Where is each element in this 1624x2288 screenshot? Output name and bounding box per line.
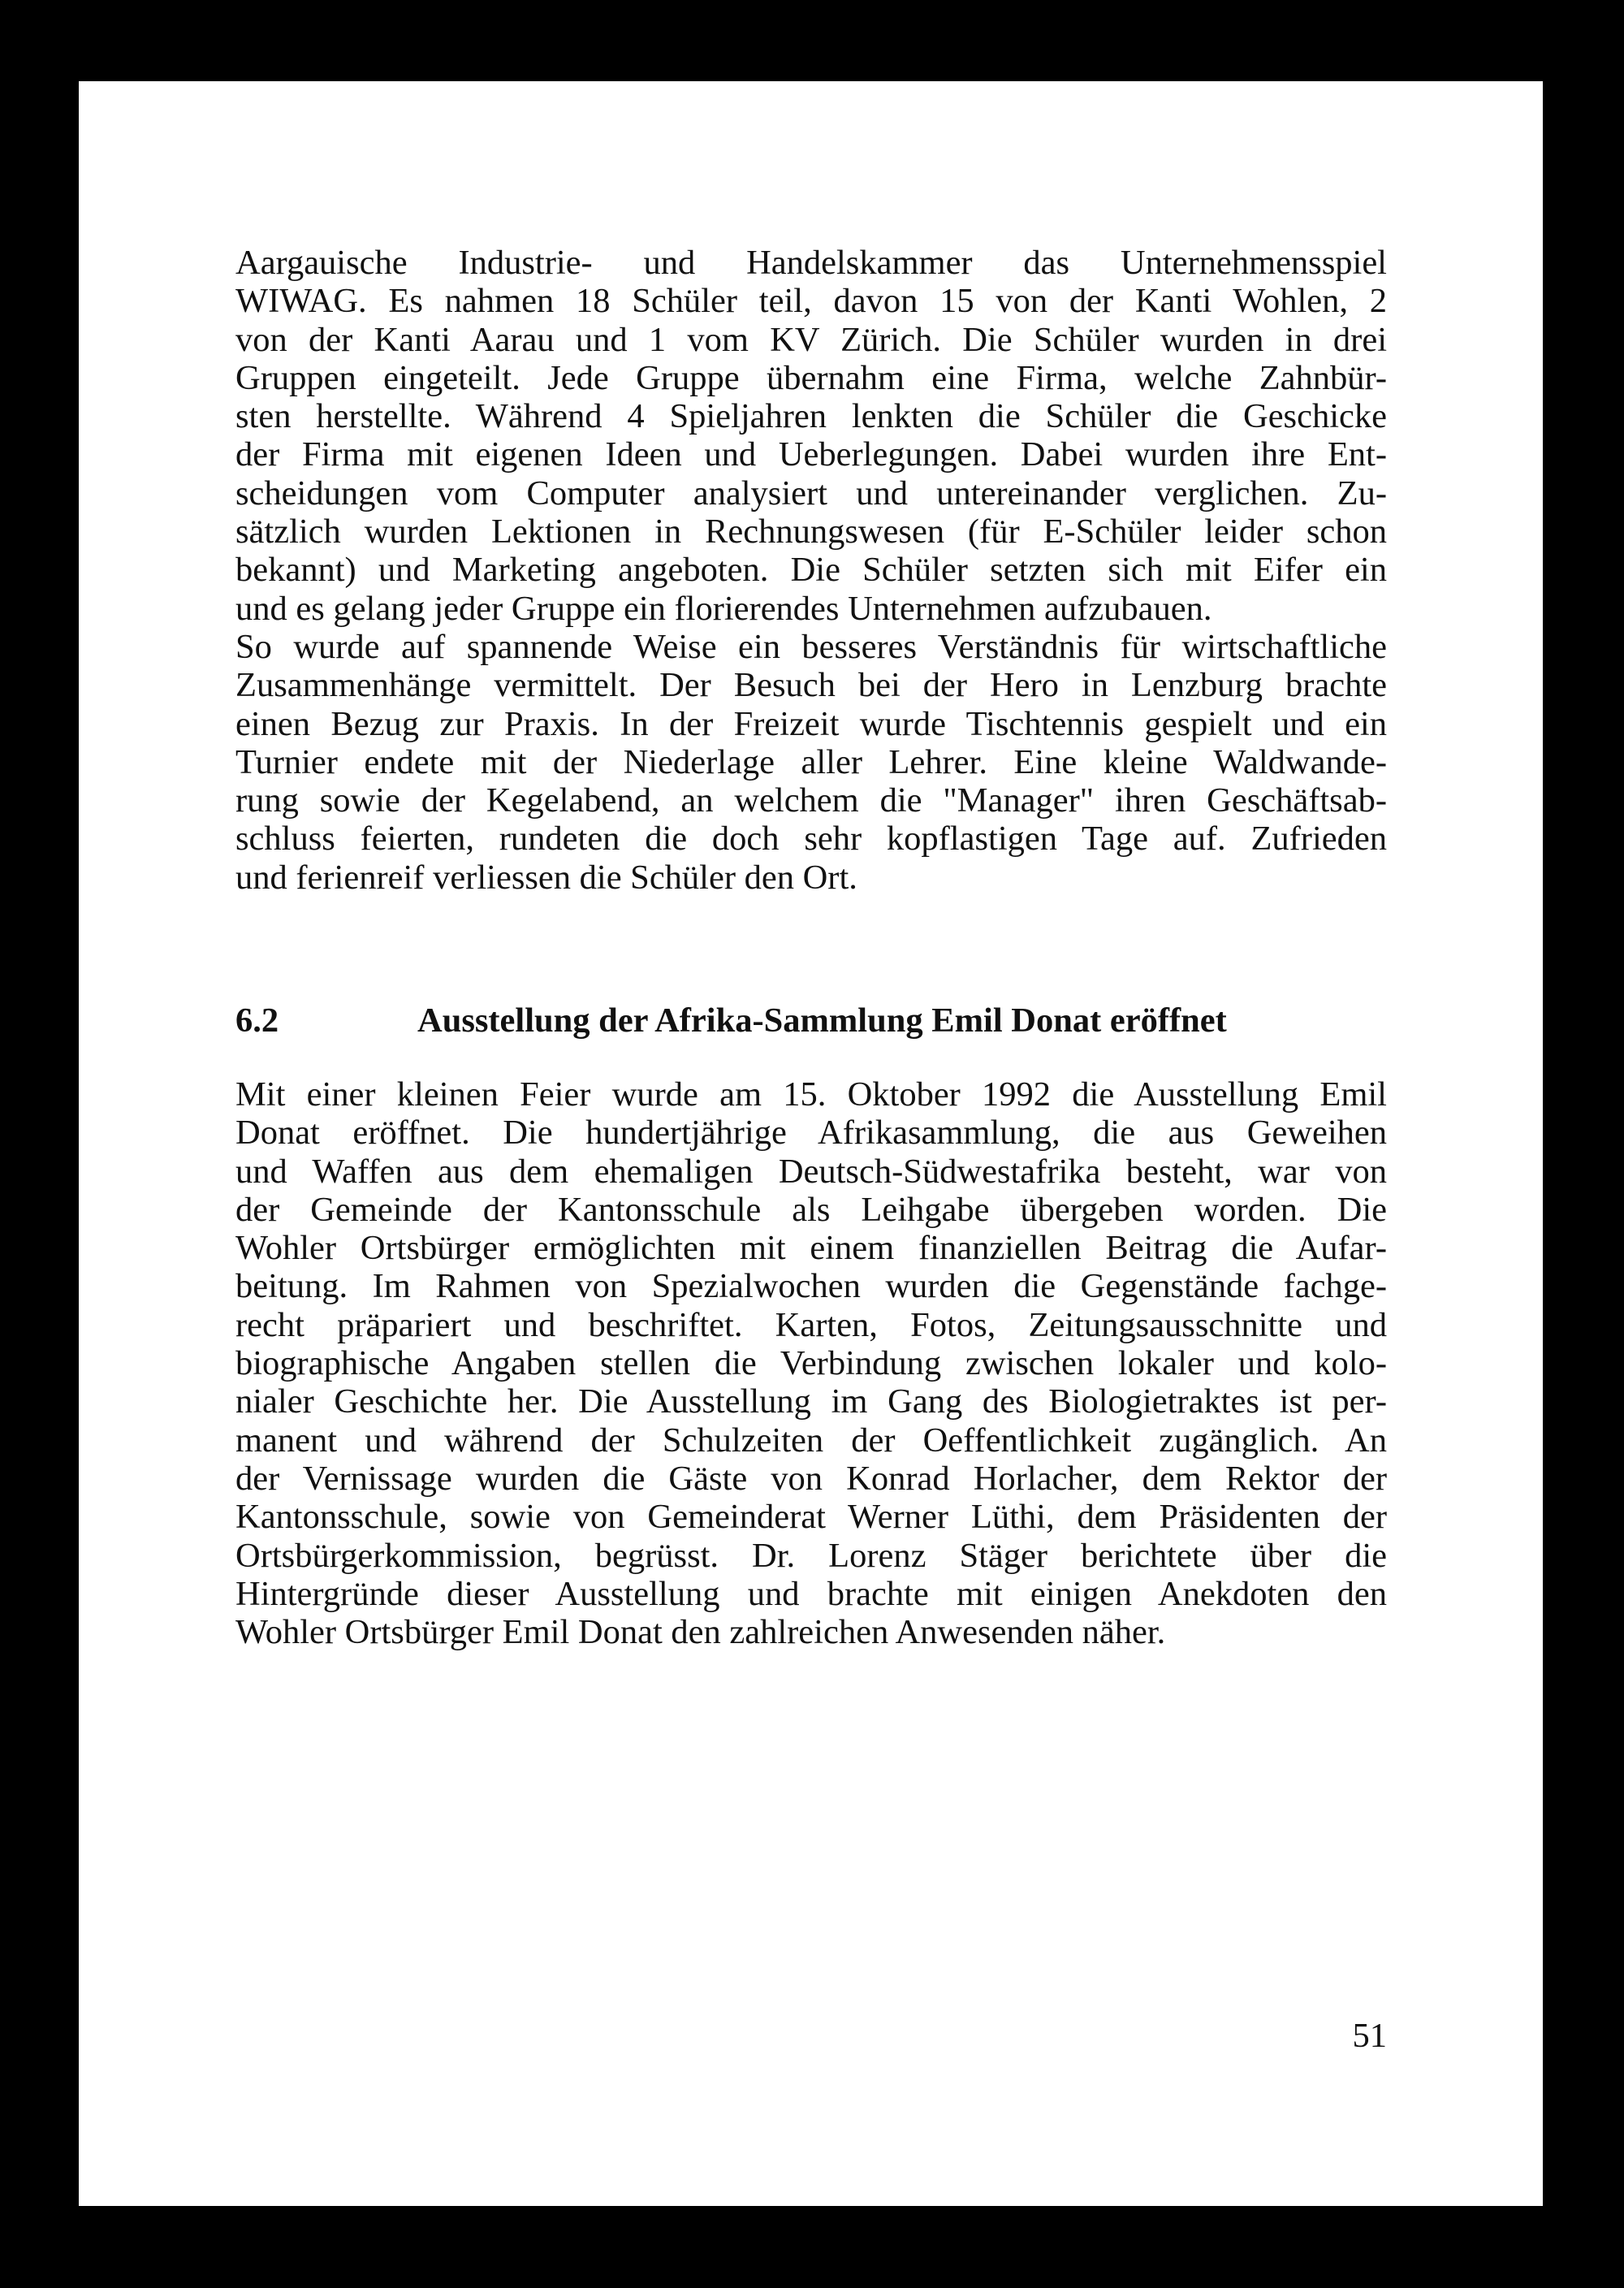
document-page — [79, 81, 1543, 2206]
text-line: manent und während der Schulzeiten der Oeffentlichkeit zugänglich. An — [235, 1421, 1387, 1460]
text-line: scheidungen vom Computer analysiert und untereinander verglichen. Zu- — [235, 474, 1387, 513]
text-line: Hintergründe dieser Ausstellung und brachte mit einigen Anekdoten den — [235, 1574, 1387, 1613]
text-line: und es gelang jeder Gruppe ein florierendes Unternehmen aufzubauen. — [235, 589, 1212, 628]
text-line: von der Kanti Aarau und 1 vom KV Zürich. Die Schüler wurden in drei — [235, 320, 1387, 359]
text-line: Zusammenhänge vermittelt. Der Besuch bei der Hero in Lenzburg brachte — [235, 666, 1387, 705]
text-line: der Gemeinde der Kantonsschule als Leihgabe übergeben worden. Die — [235, 1190, 1387, 1229]
text-line: Wohler Ortsbürger ermöglichten mit einem finanziellen Beitrag die Aufar- — [235, 1229, 1387, 1268]
text-line: Mit einer kleinen Feier wurde am 15. Oktober 1992 die Ausstellung Emil — [235, 1075, 1387, 1114]
text-line: und Waffen aus dem ehemaligen Deutsch-Südwestafrika besteht, war von — [235, 1152, 1387, 1191]
text-line: Donat eröffnet. Die hundertjährige Afrikasammlung, die aus Geweihen — [235, 1114, 1387, 1153]
section-number: 6.2 — [235, 1001, 279, 1040]
text-line: der Vernissage wurden die Gäste von Konrad Horlacher, dem Rektor der — [235, 1459, 1387, 1498]
text-line: Kantonsschule, sowie von Gemeinderat Werner Lüthi, dem Präsidenten der — [235, 1498, 1387, 1537]
paragraph-wiwag — [235, 244, 1387, 897]
section-heading — [235, 1000, 1387, 1042]
text-line: sten herstellte. Während 4 Spieljahren lenkten die Schüler die Geschicke — [235, 397, 1387, 436]
text-line: Gruppen eingeteilt. Jede Gruppe übernahm eine Firma, welche Zahnbür- — [235, 358, 1387, 397]
text-line: WIWAG. Es nahmen 18 Schüler teil, davon 15 von der Kanti Wohlen, 2 — [235, 282, 1387, 321]
text-line: der Firma mit eigenen Ideen und Ueberlegungen. Dabei wurden ihre Ent- — [235, 435, 1387, 474]
paragraph-ausstellung — [235, 1075, 1387, 1651]
page-number: 51 — [1352, 2017, 1387, 2055]
text-line: Ortsbürgerkommission, begrüsst. Dr. Lorenz Stäger berichtete über die — [235, 1536, 1387, 1575]
text-line: schluss feierten, rundeten die doch sehr kopflastigen Tage auf. Zufrieden — [235, 820, 1387, 859]
text-line: Wohler Ortsbürger Emil Donat den zahlreichen Anwesenden näher. — [235, 1613, 1166, 1652]
text-line: So wurde auf spannende Weise ein besseres Verständnis für wirtschaftliche — [235, 627, 1387, 666]
text-line: biographische Angaben stellen die Verbindung zwischen lokaler und kolo- — [235, 1344, 1387, 1383]
text-line: beitung. Im Rahmen von Spezialwochen wurden die Gegenstände fachge- — [235, 1267, 1387, 1306]
text-line: Turnier endete mit der Niederlage aller Lehrer. Eine kleine Waldwande- — [235, 742, 1387, 781]
text-line: rung sowie der Kegelabend, an welchem die "Manager" ihren Geschäftsab- — [235, 781, 1387, 820]
text-line: bekannt) und Marketing angeboten. Die Schüler setzten sich mit Eifer ein — [235, 551, 1387, 590]
section-title: Ausstellung der Afrika-Sammlung Emil Donat eröffnet — [417, 1001, 1227, 1040]
text-line: nialer Geschichte her. Die Ausstellung im Gang des Biologietraktes ist per- — [235, 1382, 1387, 1421]
text-line: Aargauische Industrie- und Handelskammer das Unternehmensspiel — [235, 244, 1387, 282]
text-line: einen Bezug zur Praxis. In der Freizeit wurde Tischtennis gespielt und ein — [235, 704, 1387, 743]
text-line: sätzlich wurden Lektionen in Rechnungswesen (für E-Schüler leider schon — [235, 513, 1387, 551]
text-line: recht präpariert und beschriftet. Karten, Fotos, Zeitungsausschnitte und — [235, 1305, 1387, 1344]
text-line: und ferienreif verliessen die Schüler den Ort. — [235, 858, 857, 897]
